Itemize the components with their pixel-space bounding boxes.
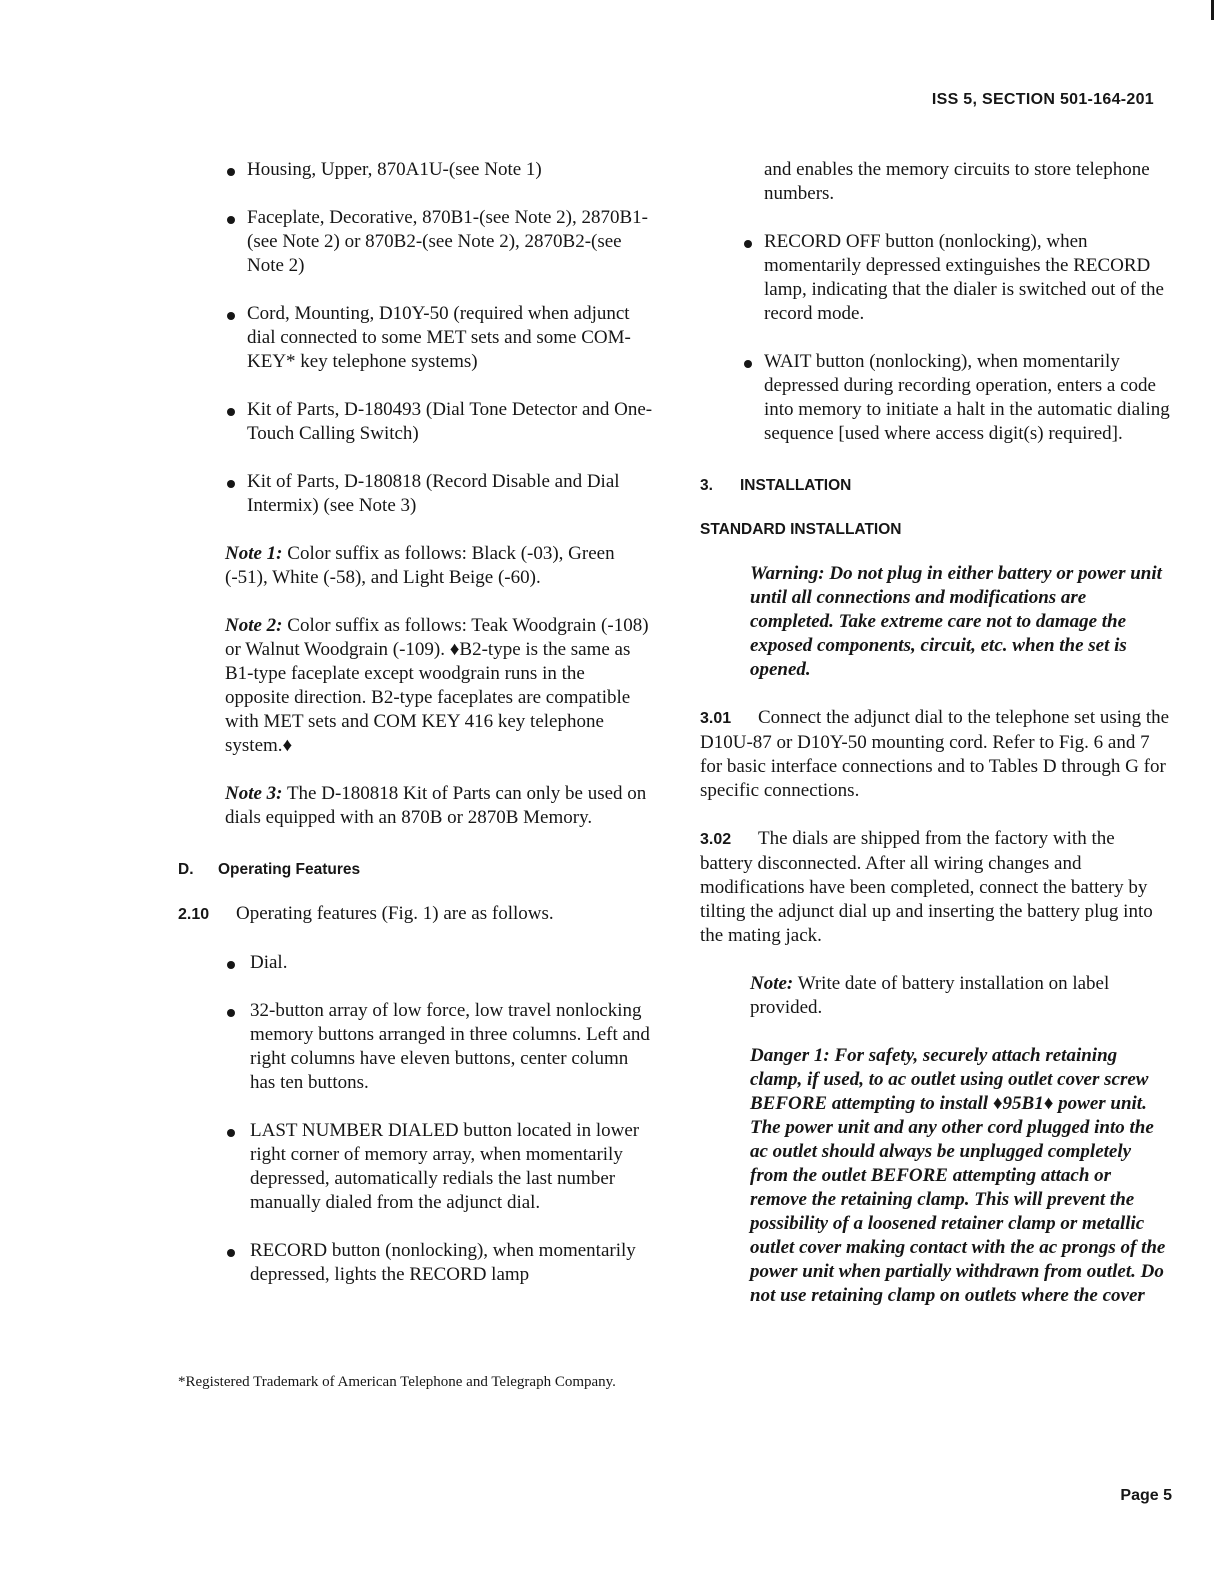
parts-list-item: Faceplate, Decorative, 870B1-(see Note 2), 2870B1-(see Note 2) or 870B2-(see Note 2), 2870B2-(see Note 2) bbox=[178, 206, 653, 278]
note-text: Color suffix as follows: Black (-03), Green (-51), White (-58), and Light Beige (-60). bbox=[225, 543, 615, 588]
battery-note bbox=[700, 972, 1170, 1020]
danger-text: Danger 1: For safety, securely attach retaining clamp, if used, to ac outlet using outlet cover screw BEFORE attempting to install ♦95B1♦ power unit. The power unit and any other cord plugged into the ac outlet should always be unplugged completely from the outlet BEFORE attempting attach or remove the retaining clamp. This will prevent the possibility of a loosened retainer clamp or metallic outlet cover making contact with the ac prongs of the power unit when partially withdrawn from outlet. Do not use retaining clamp on outlets where the cover bbox=[750, 1045, 1166, 1306]
parts-list-item: Housing, Upper, 870A1U-(see Note 1) bbox=[178, 158, 653, 182]
note-text: The D-180818 Kit of Parts can only be used on dials equipped with an 870B or 2870B Memory. bbox=[225, 783, 647, 828]
feature-item: Dial. bbox=[178, 951, 653, 975]
paragraph-number: 3.01 bbox=[700, 710, 732, 727]
right-column bbox=[700, 158, 1170, 1332]
paragraph-text: Connect the adjunct dial to the telephone set using the D10U-87 or D10Y-50 mounting cord. Refer to Fig. 6 and 7 for basic interface connections and to Tables D through G for specific connections. bbox=[700, 707, 1170, 801]
feature-item: LAST NUMBER DIALED button located in lower right corner of memory array, when momentarily depressed, automatically redials the last number manually dialed from the adjunct dial. bbox=[178, 1119, 653, 1215]
heading-title: INSTALLATION bbox=[740, 477, 852, 494]
note-2 bbox=[178, 614, 653, 758]
heading-operating-features bbox=[178, 858, 653, 882]
warning-text: Warning: Do not plug in either battery or power unit until all connections and modifications are completed. Take extreme care not to damage the exposed components, circuit, etc. when the set is opened. bbox=[750, 563, 1162, 680]
note-text: Color suffix as follows: Teak Woodgrain (-108) or Walnut Woodgrain (-109). ♦B2-type is the same as B1-type faceplate except woodgrain runs in the opposite direction. B2-type faceplates are compatible with MET sets and COM KEY 416 key telephone system.♦ bbox=[225, 615, 649, 756]
paragraph-number: 3.02 bbox=[700, 831, 732, 848]
note-1 bbox=[178, 542, 653, 590]
margin-mark bbox=[1211, 0, 1214, 20]
paragraph-2-10 bbox=[178, 902, 653, 927]
feature-item: 32-button array of low force, low travel nonlocking memory buttons arranged in three columns. Left and right columns have eleven buttons, center column has ten buttons. bbox=[178, 999, 653, 1095]
paragraph-number: 2.10 bbox=[178, 906, 210, 923]
heading-title: Operating Features bbox=[218, 861, 361, 878]
heading-installation bbox=[700, 474, 1170, 498]
feature-item: RECORD OFF button (nonlocking), when momentarily depressed extinguishes the RECORD lamp, indicating that the dialer is switched out of the record mode. bbox=[700, 230, 1170, 326]
note-3 bbox=[178, 782, 653, 830]
heading-number: D. bbox=[178, 861, 194, 878]
paragraph-3-01 bbox=[700, 706, 1170, 803]
heading-number: 3. bbox=[700, 477, 713, 494]
section-header: ISS 5, SECTION 501-164-201 bbox=[931, 91, 1154, 108]
note-label: Note 3: bbox=[225, 783, 283, 804]
feature-item: WAIT button (nonlocking), when momentarily depressed during recording operation, enters a code into memory to initiate a halt in the automatic dialing sequence [used where access digit(s) required]. bbox=[700, 350, 1170, 446]
feature-item: RECORD button (nonlocking), when momentarily depressed, lights the RECORD lamp bbox=[178, 1239, 653, 1287]
paragraph-text: The dials are shipped from the factory with the battery disconnected. After all wiring changes and modifications have been completed, connect the battery by tilting the adjunct dial up and inserting the battery plug into the mating jack. bbox=[700, 828, 1153, 946]
parts-list-item: Kit of Parts, D-180818 (Record Disable and Dial Intermix) (see Note 3) bbox=[178, 470, 653, 518]
parts-list-item: Cord, Mounting, D10Y-50 (required when adjunct dial connected to some MET sets and some COM-KEY* key telephone systems) bbox=[178, 302, 653, 374]
parts-list-item: Kit of Parts, D-180493 (Dial Tone Detector and One-Touch Calling Switch) bbox=[178, 398, 653, 446]
paragraph-3-02 bbox=[700, 827, 1170, 948]
heading-standard-installation: STANDARD INSTALLATION bbox=[700, 521, 902, 538]
feature-continuation: and enables the memory circuits to store telephone numbers. bbox=[764, 159, 1150, 204]
page-number: Page 5 bbox=[1120, 1487, 1172, 1504]
footnote: *Registered Trademark of American Telephone and Telegraph Company. bbox=[178, 1374, 616, 1390]
note-label: Note 2: bbox=[225, 615, 283, 636]
left-column bbox=[178, 158, 653, 1311]
note-text: Write date of battery installation on label provided. bbox=[750, 973, 1110, 1018]
paragraph-text: Operating features (Fig. 1) are as follows. bbox=[236, 903, 554, 924]
note-label: Note: bbox=[750, 973, 794, 994]
note-label: Note 1: bbox=[225, 543, 283, 564]
